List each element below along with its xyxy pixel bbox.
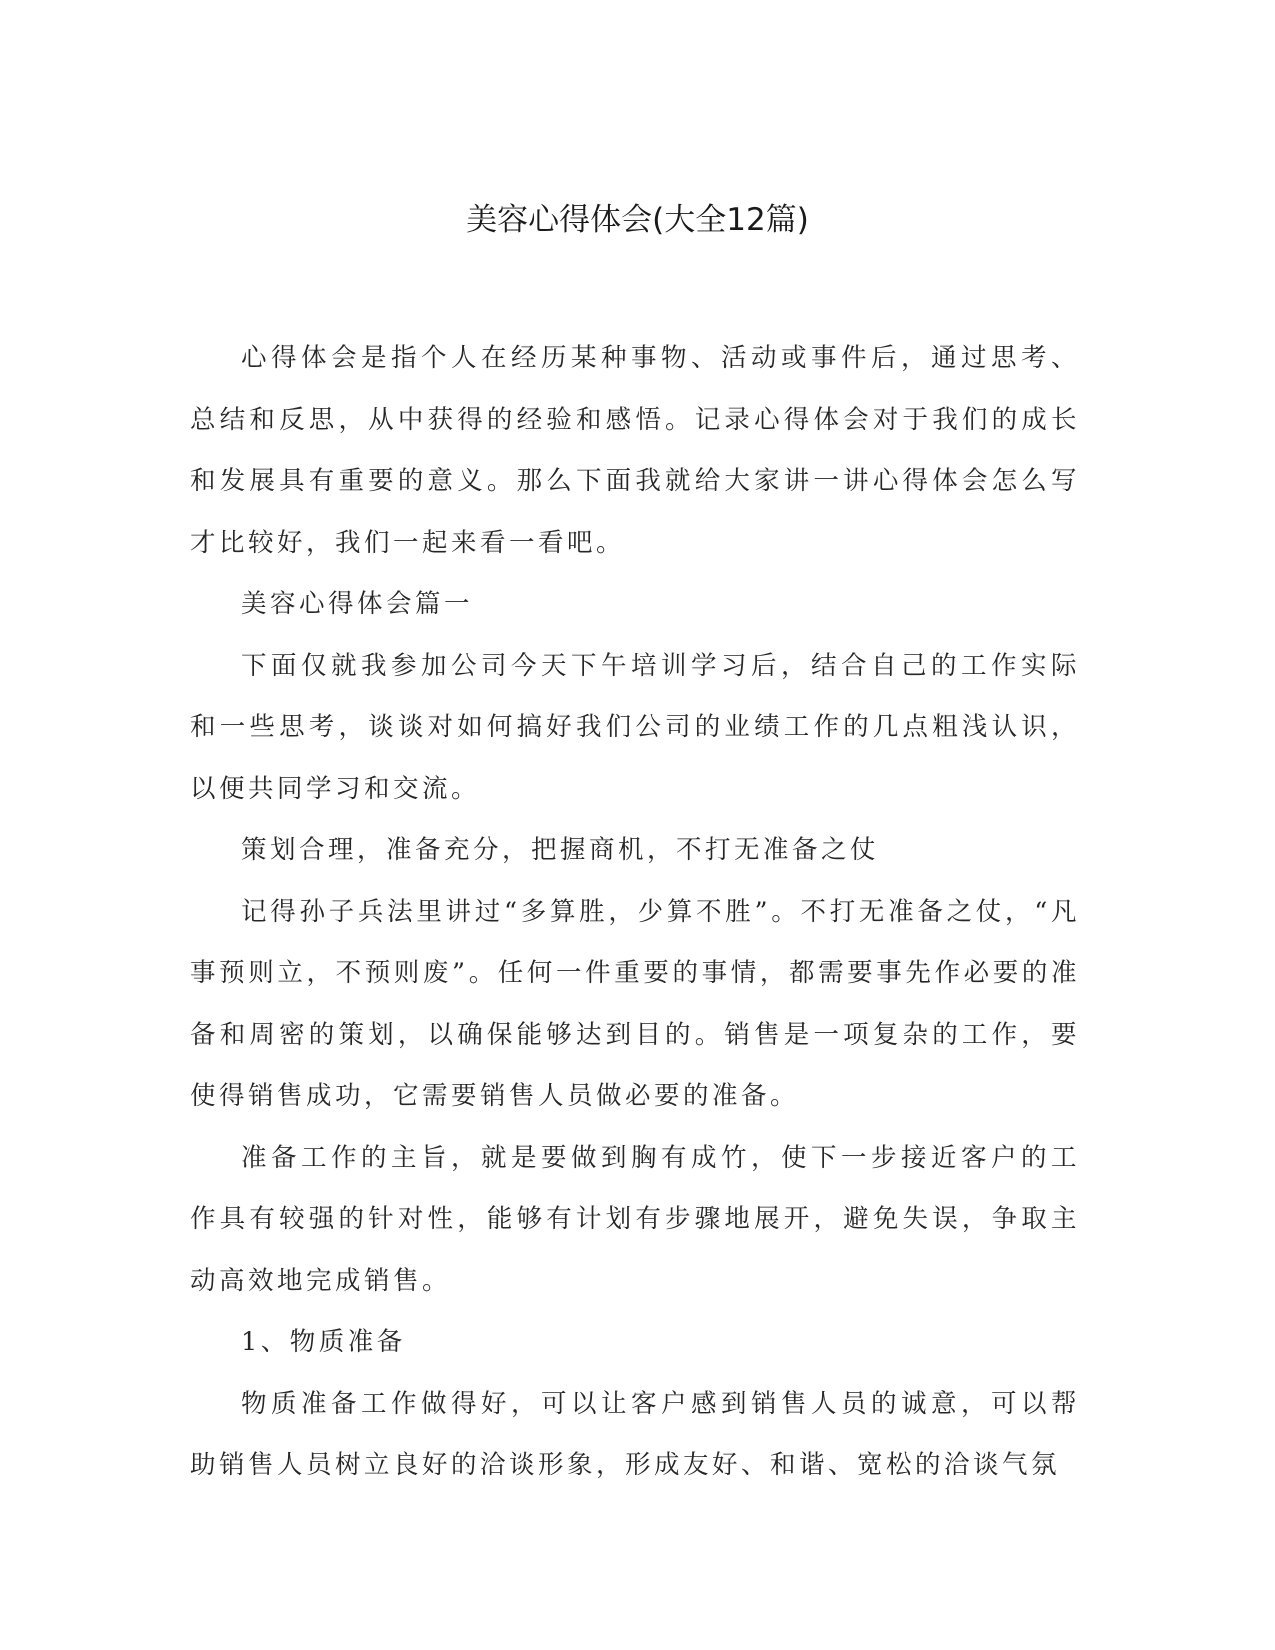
paragraph: 下面仅就我参加公司今天下午培训学习后，结合自己的工作实际和一些思考，谈谈对如何搞好我们公司的业绩工作的几点粗浅认识，以便共同学习和交流。 bbox=[190, 650, 1080, 804]
paragraph: 准备工作的主旨，就是要做到胸有成竹，使下一步接近客户的工作具有较强的针对性，能够有计划有步骤地展开，避免失误，争取主动高效地完成销售。 bbox=[190, 1142, 1080, 1296]
document-title: 美容心得体会(大全12篇) bbox=[466, 202, 809, 238]
paragraph: 记得孙子兵法里讲过“多算胜，少算不胜”。不打无准备之仗，“凡事预则立，不预则废”。任何一件重要的事情，都需要事先作必要的准备和周密的策划，以确保能够达到目的。销售是一项复杂的工作，要使得销售成功，它需要销售人员做必要的准备。 bbox=[190, 896, 1080, 1111]
document-body bbox=[190, 328, 1080, 1497]
paragraph: 物质准备工作做得好，可以让客户感到销售人员的诚意，可以帮助销售人员树立良好的洽谈形象，形成友好、和谐、宽松的洽谈气氛 bbox=[190, 1388, 1080, 1480]
section-heading-1: 美容心得体会篇一 bbox=[241, 589, 474, 619]
subheading: 策划合理，准备充分，把握商机，不打无准备之仗 bbox=[241, 835, 880, 865]
numbered-heading: 1、物质准备 bbox=[241, 1327, 406, 1357]
paragraph-intro: 心得体会是指个人在经历某种事物、活动或事件后，通过思考、总结和反思，从中获得的经验和感悟。记录心得体会对于我们的成长和发展具有重要的意义。那么下面我就给大家讲一讲心得体会怎么写才比较好，我们一起来看一看吧。 bbox=[190, 343, 1080, 558]
